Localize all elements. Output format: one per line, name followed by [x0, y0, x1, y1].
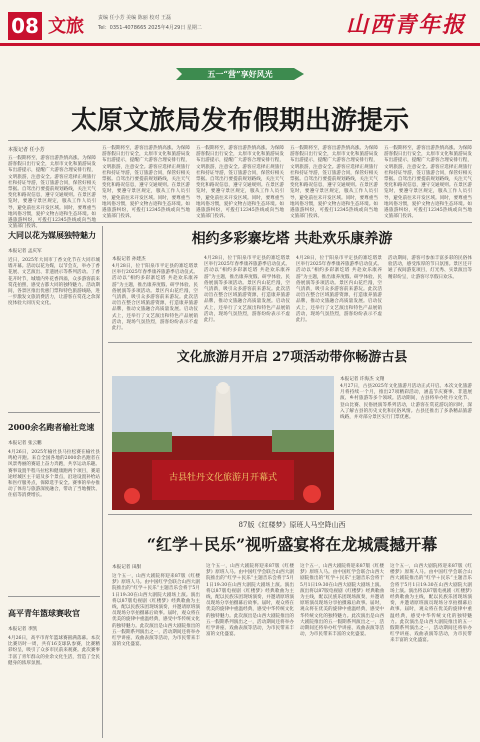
divider: [8, 222, 472, 223]
article4-body-col3: 这个五一，山西大剧院将迎来87版《红楼梦》原班人马。由中国红学会联合山西大剧院推出的“红学＋民乐”主题音乐会将于5月1日19:30在山西大剧院大剧场上演。演出将以87版电视剧《红楼梦》经典歌曲为主线，配以民族乐团现场演奏，并邀请原班演员现场分享拍摄幕后故事。届时，观众将在优美的旋律中重温经典，感受中华传统文化的独特魅力。此次演出是山西大剧院推出的五一假期系列演出之一，活动期间还将举办红学讲座、戏曲表演等活动，为市民带来丰富的文化盛宴。: [300, 564, 384, 638]
divider: [8, 140, 472, 141]
article3-headline: 文化旅游月开启 27项活动带你畅游古县: [176, 350, 408, 365]
main-body-col2: 五一假期将至，游客出游热情高涨。为保障游客假日出行安全，太原市文化和旅游局发布出游提示，提醒广大游客合理安排行程，文明旅游，注意安全。游客应选择正规旅行社和持证导游，签订旅游合同，保管好相关票据。自驾出行要提前规划路线，关注天气变化和路况信息，遵守交通规则。在景区游览时，要遵守景区规定，服从工作人员引导，避免前往未开发区域。同时，要尊重当地风俗习惯，爱护文物古迹和生态环境。如遇旅游纠纷，可拨打12345热线或向当地文旅部门投诉。: [102, 146, 190, 220]
article3-body: 4月27日，古县2025年文化旅游月活动正式开启。本次文化旅游月将持续一个月，推出27项精彩活动，涵盖节庆赛事、非遗展演、乡村旅游等多个领域。活动期间，古县将举办牡丹文化节、登山比赛、民俗展演等系列活动，让游客在赏花游玩的同时，深入了解古县的历史文化和民俗风情。古县还推出了多条精品旅游线路，并对部分景区实行门票优惠。: [340, 384, 472, 421]
story-body: 4月26日，2025年榆社县马拉松赛在榆社县鸣枪开跑。来自全国各地的2000余名跑者在风景秀丽的赛道上奋力奔跑，共享运动乐趣。赛事设置半程马拉松和健康跑两个项目，赛道途经城区主干道及多个景点，沿途设置补给站和医疗服务点，保障选手安全。赛事的举办推动了体育与旅游深度融合，带动了当地餐饮、住宿等消费增长。: [8, 450, 100, 499]
divider: [108, 342, 472, 343]
article4-body-col2: 这个五一，山西大剧院将迎来87版《红楼梦》原班人马。由中国红学会联合山西大剧院推出的“红学＋民乐”主题音乐会将于5月1日19:30在山西大剧院大剧场上演。演出将以87版电视剧《红楼梦》经典歌曲为主线，配以民族乐团现场演奏，并邀请原班演员现场分享拍摄幕后故事。届时，观众将在优美的旋律中重温经典，感受中华传统文化的独特魅力。此次演出是山西大剧院推出的五一假期系列演出之一，活动期间还将举办红学讲座、戏曲表演等活动，为市民带来丰富的文化盛宴。: [206, 564, 294, 638]
main-body-col3: 五一假期将至，游客出游热情高涨。为保障游客假日出行安全，太原市文化和旅游局发布出游提示，提醒广大游客合理安排行程，文明旅游，注意安全。游客应选择正规旅行社和持证导游，签订旅游合同，保管好相关票据。自驾出行要提前规划路线，关注天气变化和路况信息，遵守交通规则。在景区游览时，要遵守景区规定，服从工作人员引导，避免前往未开发区域。同时，要尊重当地风俗习惯，爱护文物古迹和生态环境。如遇旅游纠纷，可拨打12345热线或向当地文旅部门投诉。: [196, 146, 284, 220]
photo-banner-text: 古县牡丹文化旅游月开幕式: [168, 473, 278, 483]
section-name: 文旅: [48, 16, 84, 37]
festival-photo: [112, 376, 334, 510]
article4-headline: “红学＋民乐”视听盛宴将在龙城震撼开幕: [146, 535, 438, 554]
divider: [8, 596, 100, 597]
edition-info: 责编 任小芳 美编 陈丽 校对 王磊: [98, 15, 171, 21]
masthead: [0, 0, 480, 46]
divider: [108, 514, 472, 515]
logo-text: 山西青年报: [346, 12, 467, 38]
article2-body-col1: 4月28日，位于阳泉市平定县的寨圪塔景区举行2025年春季康养旅游季启动仪式。活动以“相约多彩寨圪塔 共赴欢乐康养游”为主题，推出康养度假、研学体验、民俗展演等多项活动。景区内山花烂漫，空气清新，吸引众多游客前来游玩。此次活动旨在整合区域旅游资源，打造康养旅游品牌，推动文旅融合高质量发展。启动仪式上，还举行了文艺演出和特色产品展销活动，现场气氛热烈，游客纷纷表示不虚此行。: [112, 264, 198, 332]
story-body: 4月26日，高平市青年篮球赛圆满落幕。本次比赛历时一周，共有16支球队参赛，比赛精彩纷呈，吸引了众多市民前来观赛。此次赛事丰富了青年群众的业余文化生活，营造了全民健身的浓厚氛围。: [8, 636, 100, 666]
divider: [8, 412, 100, 413]
page-number: 08: [11, 14, 39, 38]
article4-body-col1: 这个五一，山西大剧院将迎来87版《红楼梦》原班人马。由中国红学会联合山西大剧院推出的“红学＋民乐”主题音乐会将于5月1日19:30在山西大剧院大剧场上演。演出将以87版电视剧《红楼梦》经典歌曲为主线，配以民族乐团现场演奏，并邀请原班演员现场分享拍摄幕后故事。届时，观众将在优美的旋律中重温经典，感受中华传统文化的独特魅力。此次演出是山西大剧院推出的五一假期系列演出之一，活动期间还将举办红学讲座、戏曲表演等活动，为市民带来丰富的文化盛宴。: [112, 574, 200, 648]
story-headline: 大同以花为媒展独特魅力: [8, 230, 96, 240]
main-body-col5: 五一假期将至，游客出游热情高涨。为保障游客假日出行安全，太原市文化和旅游局发布出游提示，提醒广大游客合理安排行程，文明旅游，注意安全。游客应选择正规旅行社和持证导游，签订旅游合同，保管好相关票据。自驾出行要提前规划路线，关注天气变化和路况信息，遵守交通规则。在景区游览时，要遵守景区规定，服从工作人员引导，避免前往未开发区域。同时，要尊重当地风俗习惯，爱护文物古迹和生态环境。如遇旅游纠纷，可拨打12345热线或向当地文旅部门投诉。: [384, 146, 472, 220]
article2-body-col4: 活动期间，游客可参加丰富多彩的民俗体验活动，感受浓厚的节日氛围。景区还开通了夜间游览项目，灯光秀、实景演出等精彩纷呈，让游客尽享假日欢乐。: [388, 256, 472, 280]
main-body-col1: 五一假期将至，游客出游热情高涨。为保障游客假日出行安全，太原市文化和旅游局发布出游提示，提醒广大游客合理安排行程，文明旅游，注意安全。游客应选择正规旅行社和持证导游，签订旅游合同，保管好相关票据。自驾出行要提前规划路线，关注天气变化和路况信息，遵守交通规则。在景区游览时，要遵守景区规定，服从工作人员引导，避免前往未开发区域。同时，要尊重当地风俗习惯，爱护文物古迹和生态环境。如遇旅游纠纷，可拨打12345热线或向当地文旅部门投诉。: [8, 156, 96, 230]
article2-body-col3: 4月28日，位于阳泉市平定县的寨圪塔景区举行2025年春季康养旅游季启动仪式。活动以“相约多彩寨圪塔 共赴欢乐康养游”为主题，推出康养度假、研学体验、民俗展演等多项活动。景区内山花烂漫，空气清新，吸引众多游客前来游玩。此次活动旨在整合区域旅游资源，打造康养旅游品牌，推动文旅融合高质量发展。启动仪式上，还举行了文艺演出和特色产品展销活动，现场气氛热烈，游客纷纷表示不虚此行。: [296, 256, 382, 324]
article2-body-col2: 4月28日，位于阳泉市平定县的寨圪塔景区举行2025年春季康养旅游季启动仪式。活动以“相约多彩寨圪塔 共赴欢乐康养游”为主题，推出康养度假、研学体验、民俗展演等多项活动。景区内山花烂漫，空气清新，吸引众多游客前来游玩。此次活动旨在整合区域旅游资源，打造康养旅游品牌，推动文旅融合高质量发展。启动仪式上，还举行了文艺演出和特色产品展销活动，现场气氛热烈，游客纷纷表示不虚此行。: [204, 256, 290, 324]
story-headline: 高平青年篮球赛收官: [8, 608, 80, 618]
article2-byline: 本报记者 孙建杰: [112, 257, 146, 262]
main-headline: 太原文旅局发布假期出游提示: [70, 106, 409, 136]
banner: [176, 64, 304, 84]
page-number-badge: [8, 12, 42, 40]
story-byline: 本报记者 李凯: [8, 627, 38, 632]
main-byline: 本报记者 任小芳: [8, 147, 45, 153]
story-byline: 本报记者 张云鹏: [8, 441, 42, 446]
left-sidebar: [8, 226, 100, 736]
contact-info: Tel：0351-4078665 2025年4月29日 星期二: [98, 25, 202, 31]
story-body: 近日，2025年大同市丁香文化节在大同市城墙开幕。活动以花为媒，以节会友，举办丁香花展、文艺演出、非遗展示等系列活动。丁香花开时节，城墙内外花香四溢，众多游客前来赏花拍照，感受古都大同的独特魅力。活动期间，各景区推出优惠门票和特色旅游线路，进一步激发文旅消费活力，让游客在赏花之余深度体验大同历史文化。: [8, 258, 100, 307]
story-byline: 本报记者 孟庆军: [8, 249, 42, 254]
main-body-col4: 五一假期将至，游客出游热情高涨。为保障游客假日出行安全，太原市文化和旅游局发布出游提示，提醒广大游客合理安排行程，文明旅游，注意安全。游客应选择正规旅行社和持证导游，签订旅游合同，保管好相关票据。自驾出行要提前规划路线，关注天气变化和路况信息，遵守交通规则。在景区游览时，要遵守景区规定，服从工作人员引导，避免前往未开发区域。同时，要尊重当地风俗习惯，爱护文物古迹和生态环境。如遇旅游纠纷，可拨打12345热线或向当地文旅部门投诉。: [290, 146, 378, 220]
article4-body-col4: 这个五一，山西大剧院将迎来87版《红楼梦》原班人马。由中国红学会联合山西大剧院推出的“红学＋民乐”主题音乐会将于5月1日19:30在山西大剧院大剧场上演。演出将以87版电视剧《红楼梦》经典歌曲为主线，配以民族乐团现场演奏，并邀请原班演员现场分享拍摄幕后故事。届时，观众将在优美的旋律中重温经典，感受中华传统文化的独特魅力。此次演出是山西大剧院推出的五一假期系列演出之一，活动期间还将举办红学讲座、戏曲表演等活动，为市民带来丰富的文化盛宴。: [390, 564, 472, 644]
article3-byline: 本报记者 许海杰 文翔: [340, 377, 385, 382]
story-headline: 2000余名跑者榆社竞速: [8, 422, 95, 432]
masthead-rule: [0, 43, 480, 46]
article4-kicker: 87版《红楼梦》原班人马空降山西: [238, 521, 346, 529]
banner-label: 五一“营”享好风光: [207, 69, 273, 79]
festival-stage-image: [112, 376, 334, 510]
article4-byline: 本报记者 田甜: [112, 565, 142, 570]
column-rule: [102, 226, 103, 738]
article2-headline: 相约多彩寨圪塔 共赴欢乐康养游: [191, 231, 393, 247]
newspaper-logo: [346, 8, 470, 42]
